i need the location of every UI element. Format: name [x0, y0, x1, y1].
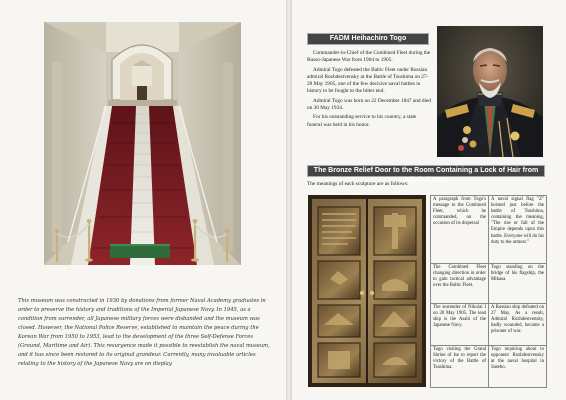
table-row — [431, 346, 547, 388]
page-gutter — [286, 0, 292, 400]
bio-title: FADM Heihachiro Togo — [307, 33, 429, 45]
table-cell: A naval signal flag "Z" hoisted just before the battle of Tsushima, containing the meaning, "The rise or fall of the Empire depends upon this battle. Everyone will do his duty to the utmost." — [489, 196, 547, 264]
bio-paragraph: For his outstanding service to his country, a state funeral was held in his honor. — [307, 114, 417, 128]
portrait-illustration — [437, 26, 543, 157]
museum-history-caption: This museum was constructed in 1936 by donations from former Naval Academy graduates in order to preserve the history and traditions of the Imperial Japanese Navy. In 1945, as a condition from surrender, all Japanese military forces were disbanded and the museum was closed. However, the National Police Reserve, established to maintain the peace during the Korean War from 1950 to 1953, lead to the development of the three Self-Defense Forces (Ground, Maritime and Air). This resurgence made it possible to reestablish the naval museum, and it has since been restored to its original grandeur. Currently, many invaluable articles relating to the history of the Japanese Navy are on display. — [18, 298, 270, 367]
table-cell: The surrender of Nikolai I on 28 May 1905. The lead ship is the Asahi of the Japanese Navy. — [431, 304, 489, 346]
table-row — [431, 304, 547, 346]
bio-paragraph: Commander-in-Chief of the Combined Fleet during the Russo-Japanese War from 1904 to 1905. — [307, 50, 431, 64]
bronze-door-photo — [308, 195, 426, 387]
table-row — [431, 264, 547, 304]
table-cell: The Combined Fleet changing direction in order to gain tactical advantage over the Baltic Fleet. — [431, 264, 489, 304]
bio-paragraph: Admiral Togo defeated the Baltic Fleet under Russian admiral Rozhdestvensky at the Battle of Tsushima on 27-28 May 1905, one of the few decisive naval battles in history to be fought to the bitter end. — [307, 66, 429, 95]
table-cell: Togo visiting the Grand Shrine of Ise to report the victory of the Battle of Tsushima. — [431, 346, 489, 388]
door-illustration — [308, 195, 426, 387]
table-row — [431, 196, 547, 264]
table-cell: Togo standing on the bridge of his flagship, the Mikasa. — [489, 264, 547, 304]
door-intro: The meanings of each sculpture are as follows: — [307, 181, 409, 187]
admiral-portrait — [437, 26, 543, 157]
staircase-illustration — [44, 22, 241, 265]
table-cell: A Russian ship defeated on 27 May. As a result, Admiral Rozhdestvensky, badly wounded, became a prisoner of war. — [489, 304, 547, 346]
door-title: The Bronze Relief Door to the Room Containing a Lock of Hair from Admiral Togo — [307, 165, 545, 177]
table-cell: A paragraph from Togo's message to the Combined Fleet, which he commanded, on the occasion of its dispersal — [431, 196, 489, 264]
staircase-photo — [44, 22, 241, 265]
bio-paragraph: Admiral Togo was born on 22 December 1847 and died on 30 May 1934. — [307, 97, 431, 112]
table-cell: Togo inquiring about to opponent Rozhdestvensky at the naval hospital in Sasebo. — [489, 346, 547, 388]
bio-text — [307, 50, 431, 131]
sculpture-meanings-table — [430, 195, 547, 388]
bio-title-bar — [307, 33, 429, 45]
